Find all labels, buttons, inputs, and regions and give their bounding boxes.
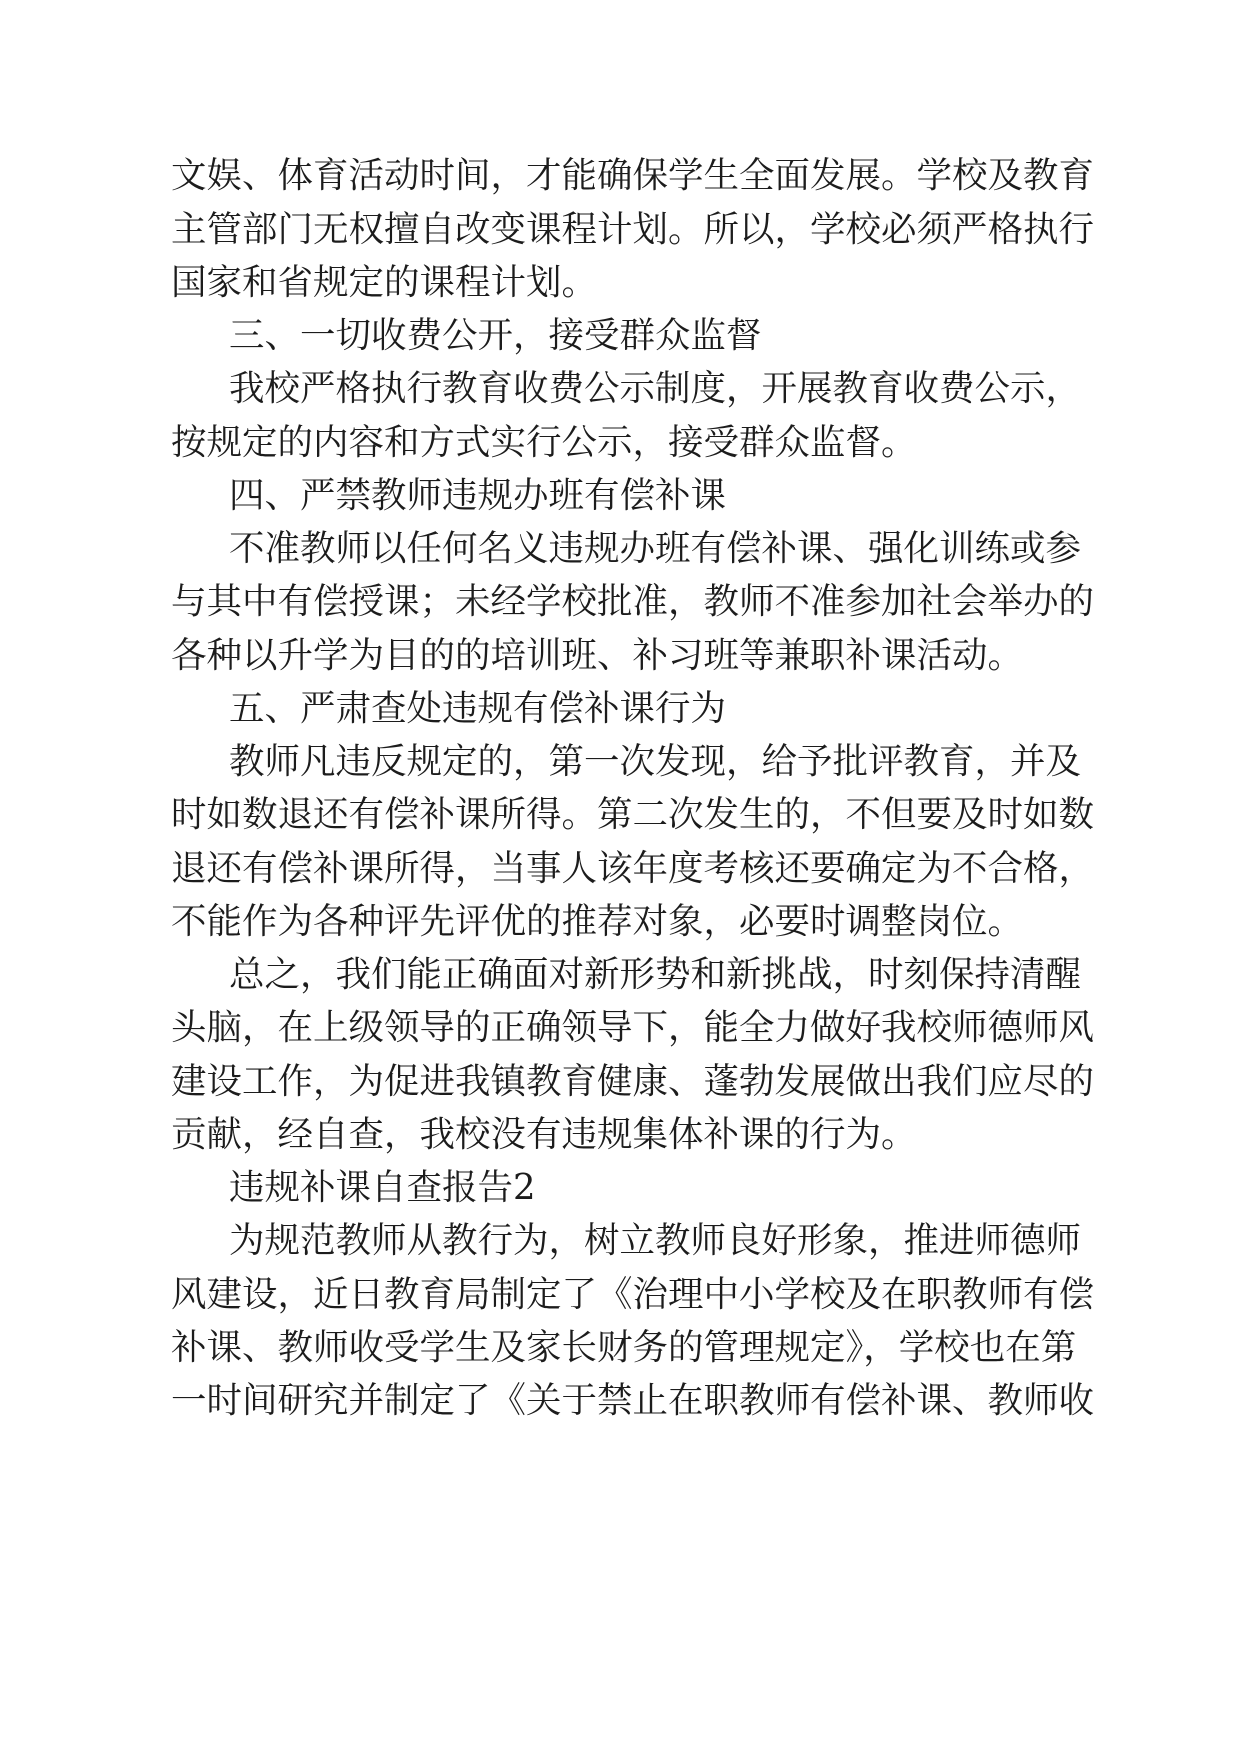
- text-line: [0, 421, 1241, 465]
- text-line-content: 补课、教师收受学生及家长财务的管理规定》，学校也在第: [171, 1327, 1077, 1368]
- text-line: [0, 793, 1241, 837]
- text-line-content: 与其中有偿授课；未经学校批准，教师不准参加社会举办的: [171, 581, 1095, 622]
- text-line-content: 教师凡违反规定的，第一次发现，给予批评教育，并及: [229, 741, 1082, 782]
- text-line: [0, 367, 1241, 411]
- text-line-content: 贡献，经自查，我校没有违规集体补课的行为。: [171, 1114, 917, 1155]
- text-line-content: 不能作为各种评先评优的推荐对象，必要时调整岗位。: [171, 901, 1024, 942]
- text-line: [0, 740, 1241, 784]
- text-line: [0, 900, 1241, 944]
- section-heading: 四、严禁教师违规办班有偿补课: [229, 475, 727, 516]
- section-heading: 三、一切收费公开，接受群众监督: [229, 315, 762, 356]
- heading-line: [0, 1166, 1241, 1210]
- text-line: [0, 1326, 1241, 1370]
- text-line-content: 一时间研究并制定了《关于禁止在职教师有偿补课、教师收: [171, 1380, 1095, 1421]
- text-line-content: 为规范教师从教行为，树立教师良好形象，推进师德师: [229, 1220, 1082, 1261]
- text-line: [0, 154, 1241, 198]
- section-heading: 五、严肃查处违规有偿补课行为: [229, 688, 727, 729]
- text-line: [0, 953, 1241, 997]
- text-line: [0, 1379, 1241, 1423]
- text-line: [0, 1060, 1241, 1104]
- text-line: [0, 1273, 1241, 1317]
- text-line-content: 建设工作，为促进我镇教育健康、蓬勃发展做出我们应尽的: [171, 1061, 1095, 1102]
- text-line-content: 不准教师以任何名义违规办班有偿补课、强化训练或参: [229, 528, 1082, 569]
- text-line-content: 我校严格执行教育收费公示制度，开展教育收费公示，: [229, 368, 1082, 409]
- report-title: 违规补课自查报告2: [229, 1167, 536, 1208]
- heading-line: [0, 314, 1241, 358]
- text-line: [0, 634, 1241, 678]
- text-line-content: 退还有偿补课所得，当事人该年度考核还要确定为不合格，: [171, 848, 1095, 889]
- text-line: [0, 527, 1241, 571]
- text-line-content: 按规定的内容和方式实行公示，接受群众监督。: [171, 422, 917, 463]
- text-line-content: 国家和省规定的课程计划。: [171, 262, 598, 303]
- text-line: [0, 1219, 1241, 1263]
- text-line-content: 时如数退还有偿补课所得。第二次发生的，不但要及时如数: [171, 794, 1095, 835]
- text-line-content: 文娱、体育活动时间，才能确保学生全面发展。学校及教育: [171, 155, 1095, 196]
- text-line-content: 各种以升学为目的的培训班、补习班等兼职补课活动。: [171, 635, 1024, 676]
- text-line-content: 主管部门无权擅自改变课程计划。所以，学校必须严格执行: [171, 209, 1095, 250]
- text-line: [0, 847, 1241, 891]
- text-line-content: 头脑，在上级领导的正确领导下，能全力做好我校师德师风: [171, 1007, 1095, 1048]
- text-line-content: 风建设，近日教育局制定了《治理中小学校及在职教师有偿: [171, 1274, 1095, 1315]
- heading-line: [0, 687, 1241, 731]
- text-line-content: 总之，我们能正确面对新形势和新挑战，时刻保持清醒: [229, 954, 1082, 995]
- text-line: [0, 1113, 1241, 1157]
- heading-line: [0, 474, 1241, 518]
- text-line: [0, 208, 1241, 252]
- text-line: [0, 1006, 1241, 1050]
- text-line: [0, 261, 1241, 305]
- text-line: [0, 580, 1241, 624]
